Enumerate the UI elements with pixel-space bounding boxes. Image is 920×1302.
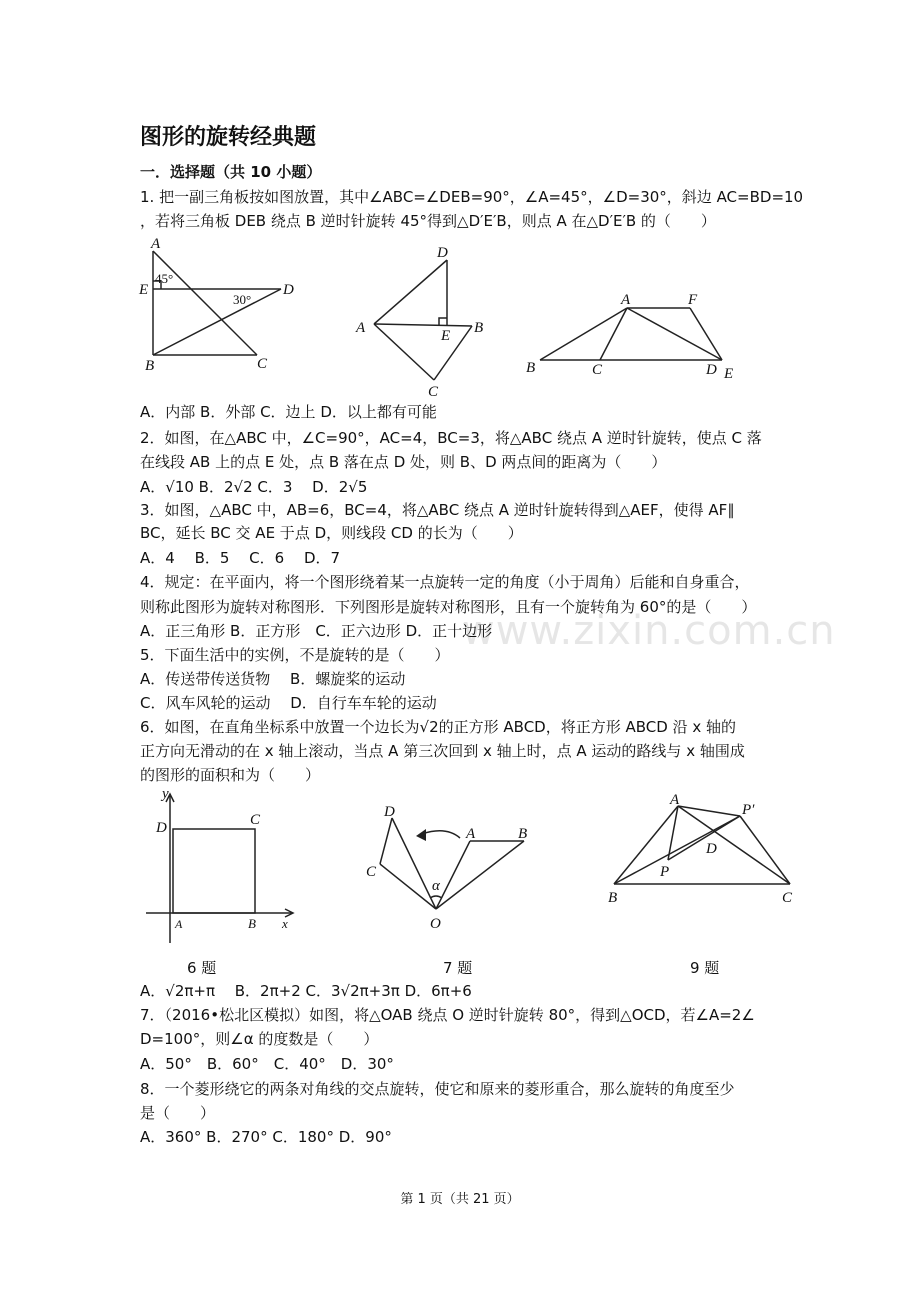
label-A: A	[621, 292, 631, 308]
label-A: A	[356, 320, 366, 336]
figure-q7	[360, 796, 540, 936]
q7-line-2: D=100°，则∠α 的度数是（ ）	[140, 1030, 379, 1048]
label-F: F	[688, 292, 698, 308]
label-alpha: α	[432, 878, 440, 894]
label-B: B	[518, 826, 528, 842]
label-A: A	[670, 792, 680, 808]
label-E: E	[724, 366, 734, 382]
label-B: B	[526, 360, 536, 376]
q7-options: A．50° B．60° C．40° D．30°	[140, 1055, 394, 1073]
label-D: D	[156, 820, 167, 836]
page-title: 图形的旋转经典题	[140, 125, 317, 150]
label-B: B	[145, 358, 155, 374]
q8-line-1: 8．一个菱形绕它的两条对角线的交点旋转，使它和原来的菱形重合，那么旋转的角度至少	[140, 1080, 735, 1098]
watermark: www.zixin.com.cn	[462, 608, 836, 654]
page-footer: 第 1 页（共 21 页）	[400, 1192, 520, 1207]
angle-45: 45°	[155, 271, 174, 286]
label-C: C	[428, 384, 439, 400]
q8-line-2: 是（ ）	[140, 1104, 216, 1122]
q3-line-1: 3．如图，△ABC 中，AB=6，BC=4，将△ABC 绕点 A 逆时针旋转得到△AEF，使得 AF∥	[140, 501, 735, 519]
q6-options: A．√2π+π B．2π+2 C．3√2π+3π D．6π+6	[140, 982, 472, 1000]
q3-line-2: BC，延长 BC 交 AE 于点 D，则线段 CD 的长为（ ）	[140, 524, 523, 542]
q1-options: A．内部 B．外部 C．边上 D．以上都有可能	[140, 403, 437, 421]
figure-q1-b	[352, 240, 497, 400]
q6-line-2: 正方向无滑动的在 x 轴上滚动，当点 A 第三次回到 x 轴上时，点 A 运动的路线与 x 轴围成	[140, 742, 745, 760]
label-C: C	[250, 812, 261, 828]
figure-q1-c	[522, 288, 747, 388]
q6-line-1: 6．如图，在直角坐标系中放置一个边长为√2的正方形 ABCD，将正方形 ABCD 沿 x 轴的	[140, 718, 736, 736]
label-D: D	[283, 282, 294, 298]
figure-q6	[140, 788, 310, 948]
q4-line-1: 4．规定：在平面内，将一个图形绕着某一点旋转一定的角度（小于周角）后能和自身重合，	[140, 573, 750, 591]
label-A: A	[466, 826, 476, 842]
q2-options: A．√10 B．2√2 C．3 D．2√5	[140, 478, 368, 496]
label-O: O	[430, 916, 441, 932]
label-y: y	[162, 786, 169, 802]
q5-options-1: A．传送带传送货物 B．螺旋桨的运动	[140, 670, 406, 688]
caption-q7: 7 题	[443, 959, 473, 977]
q7-line-1: 7．（2016•松北区模拟）如图，将△OAB 绕点 O 逆时针旋转 80°，得到△OCD，若∠A=2∠	[140, 1006, 755, 1024]
label-A: A	[175, 917, 183, 931]
label-C: C	[592, 362, 603, 378]
label-B: B	[248, 916, 256, 931]
label-D: D	[437, 245, 448, 261]
label-P: P	[660, 864, 670, 880]
label-D: D	[384, 804, 395, 820]
angle-30: 30°	[233, 292, 252, 307]
q6-line-3: 的图形的面积和为（ ）	[140, 766, 321, 784]
label-E: E	[139, 282, 149, 298]
q1-line-2: ，若将三角板 DEB 绕点 B 逆时针旋转 45°得到△D′E′B，则点 A 在△D′E′B 的（ ）	[140, 212, 716, 230]
caption-q9: 9 题	[690, 959, 720, 977]
figure-q1-a	[135, 236, 305, 376]
label-E: E	[441, 328, 451, 344]
q4-options: A．正三角形 B．正方形 C．正六边形 D．正十边形	[140, 622, 493, 640]
q3-options: A．4 B．5 C．6 D．7	[140, 549, 341, 567]
label-D: D	[706, 841, 717, 857]
q5-options-2: C．风车风轮的运动 D．自行车车轮的运动	[140, 694, 437, 712]
label-x: x	[282, 916, 288, 931]
q8-options: A．360° B．270° C．180° D．90°	[140, 1128, 392, 1146]
q4-line-2: 则称此图形为旋转对称图形．下列图形是旋转对称图形，且有一个旋转角为 60°的是（ ）	[140, 598, 757, 616]
label-A: A	[151, 236, 161, 252]
label-D: D	[706, 362, 717, 378]
figure-q9	[600, 790, 805, 915]
label-C: C	[366, 864, 377, 880]
label-B: B	[608, 890, 618, 906]
q2-line-1: 2．如图，在△ABC 中，∠C=90°，AC=4，BC=3，将△ABC 绕点 A 逆时针旋转，使点 C 落	[140, 429, 762, 447]
section-heading: 一．选择题（共 10 小题）	[140, 163, 322, 181]
label-C: C	[782, 890, 793, 906]
q2-line-2: 在线段 AB 上的点 E 处，点 B 落在点 D 处，则 B、D 两点间的距离为（ ）	[140, 453, 667, 471]
label-P-prime: P′	[742, 802, 755, 818]
caption-q6: 6 题	[187, 959, 217, 977]
label-C: C	[257, 356, 268, 372]
q1-line-1: 1. 把一副三角板按如图放置，其中∠ABC=∠DEB=90°，∠A=45°，∠D=30°，斜边 AC=BD=10	[140, 188, 804, 206]
q5-line: 5．下面生活中的实例，不是旋转的是（ ）	[140, 646, 450, 664]
label-B: B	[474, 320, 484, 336]
